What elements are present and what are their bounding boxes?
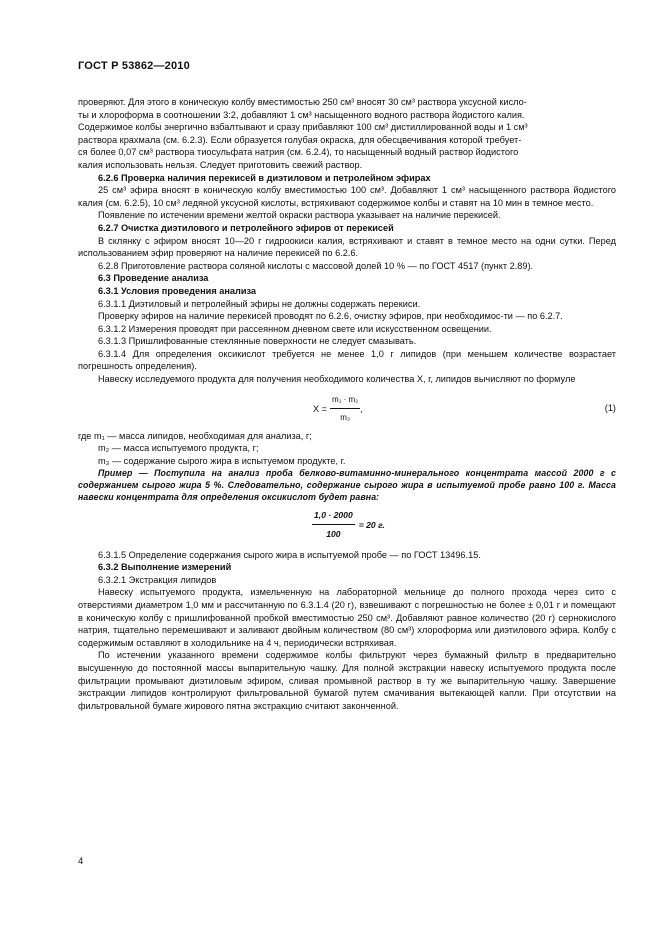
paragraph-line: калия использовать нельзя. Следует приготовить свежий раствор. (78, 159, 363, 170)
paragraph: Навеску исследуемого продукта для получения необходимого количества X, г, липидов вычисляют по формуле (98, 374, 576, 385)
definition-line: где m₁ — масса липидов, необходимая для анализа, г; (78, 430, 312, 441)
document-body (78, 96, 616, 712)
paragraph: По истечении указанного времени содержимое колбы фильтруют через бумажный фильтр в предварительно высушенную до постоянной массы выпарительную чашку. Для полной экстракции навеску испытуемого продукта после фильтрации промывают диэтиловым эфиром, сливая промывной раствор в ту же выпарительную чашку. Завершение экстракции липидов контролируют фильтровальной бумагой путем смачивания вытекающей капли. При отсутствии на фильтровальной бумаге жирового пятна экстракцию считают законченной. (78, 650, 616, 711)
paragraph-line: проверяют. Для этого в коническую колбу вместимостью 250 см³ вносят 30 см³ раствора уксусной кисло- (78, 97, 527, 107)
document-header: ГОСТ Р 53862—2010 (78, 60, 190, 72)
section-heading-6-3: 6.3 Проведение анализа (98, 273, 209, 284)
paragraph-line: раствора крахмала (см. 6.2.3). Если образуется голубая окраска, для обесцвечивания которой требует- (78, 134, 522, 145)
formula-lhs: X = (313, 403, 328, 414)
formula-expression (313, 394, 363, 425)
paragraph: Навеску испытуемого продукта, измельченную на лабораторной мельнице до полного прохода через сито с отверстиями диаметром 1,0 мм и рассчитанную по 6.3.1.4 (20 г), взвешивают с погрешностью не более ± 0,01 г и помещают в коническую колбу с пришлифованной пробкой вместимостью 250 см³. Добавляют равное количество (20 г) сернокислого натрия, тщательно перемешивают и заливают двойным количеством (80 см³) хлороформа или диэтилового эфира. Колбу с содержимым оставляют в холодильнике на 4 ч, периодически встряхивая. (78, 587, 616, 648)
formula-tail: , (360, 403, 363, 414)
paragraph-line: Содержимое колбы энергично взбалтывают и сразу прибавляют 100 см³ дистиллированной воды и 1 см³ (78, 122, 528, 133)
paragraph: 6.3.1.3 Пришлифованные стеклянные поверхности не следует смазывать. (98, 336, 417, 347)
calculation-fraction (312, 509, 355, 540)
calculation-expression (309, 509, 385, 540)
paragraph-6-2-8: 6.2.8 Приготовление раствора соляной кислоты с массовой долей 10 % — по ГОСТ 4517 (пункт 2.89). (98, 260, 534, 271)
calculation-denominator: 100 (326, 529, 341, 540)
formula-numerator: m₁ · m₂ (330, 394, 360, 410)
subsection-6-3-2-1: 6.3.2.1 Экстракция липидов (98, 574, 217, 585)
section-heading-6-3-1: 6.3.1 Условия проведения анализа (98, 285, 257, 296)
definition-line: m₃ — содержание сырого жира в испытуемом продукте, г. (98, 455, 346, 466)
paragraph: 25 см³ эфира вносят в коническую колбу вместимостью 100 см³. Добавляют 1 см³ насыщенного раствора йодистого калия (см. 6.2.5), 10 см³ ледяной уксусной кислоты, встряхивают содержимое колбы и ставят на 10 мин в темное место. (78, 185, 616, 208)
section-heading-6-2-6: 6.2.6 Проверка наличия перекисей в диэтиловом и петролейном эфирах (98, 172, 431, 183)
page-number: 4 (78, 856, 84, 867)
calculation-result: = 20 г. (358, 519, 385, 530)
paragraph: В склянку с эфиром вносят 10—20 г гидроокиси калия, встряхивают и ставят в темное место на одни сутки. Перед использованием эфир проверяют на наличие перекисей по 6.2.6. (78, 235, 616, 259)
paragraph: 6.3.1.1 Диэтиловый и петролейный эфиры не должны содержать перекиси. (98, 298, 421, 309)
formula-denominator: m₃ (340, 413, 351, 423)
definition-line: m₂ — масса испытуемого продукта, г; (98, 443, 259, 454)
paragraph: Проверку эфиров на наличие перекисей проводят по 6.2.6, очистку эфиров, при необходимос-ти — по 6.2.7. (98, 311, 563, 322)
formula-1 (78, 394, 616, 424)
formula-definitions (78, 430, 616, 468)
paragraph: Появление по истечении времени желтой окраски раствора указывает на наличие перекисей. (98, 210, 501, 221)
paragraph-6-3-1-5: 6.3.1.5 Определение содержания сырого жира в испытуемой пробе — по ГОСТ 13496.15. (98, 549, 481, 560)
paragraph: 6.3.1.2 Измерения проводят при рассеянном дневном свете или искусственном освещении. (98, 323, 492, 334)
paragraph: 6.3.1.4 Для определения оксикислот требуется не менее 1,0 г липидов (при меньшем количестве возрастает погрешность определения). (78, 348, 616, 372)
calculation-numerator: 1,0 · 2000 (312, 509, 355, 525)
paragraph-line: ты и хлороформа в соотношении 3:2, добавляют 1 см³ насыщенного водного раствора йодистого калия. (78, 109, 525, 120)
section-heading-6-2-7: 6.2.7 Очистка диэтилового и петролейного эфиров от перекисей (98, 222, 394, 233)
formula-fraction (330, 394, 360, 425)
equation-number: (1) (604, 402, 616, 413)
example-calculation (78, 509, 616, 540)
document-page (78, 60, 616, 712)
example-note: Пример — Поступила на анализ проба белково-витаминно-минерального концентрата массой 2000 г с содержанием сырого жира 5 %. Следовательно, содержание сырого жира в испытуемой пробе равно 100 г. Масса навески концентрата для определения оксикислот будет равна: (78, 468, 616, 503)
paragraph-line: ся более 0,07 см³ раствора тиосульфата натрия (см. 6.2.4), то насыщенный водный раствор йодистого (78, 147, 519, 158)
section-heading-6-3-2: 6.3.2 Выполнение измерений (98, 562, 232, 573)
